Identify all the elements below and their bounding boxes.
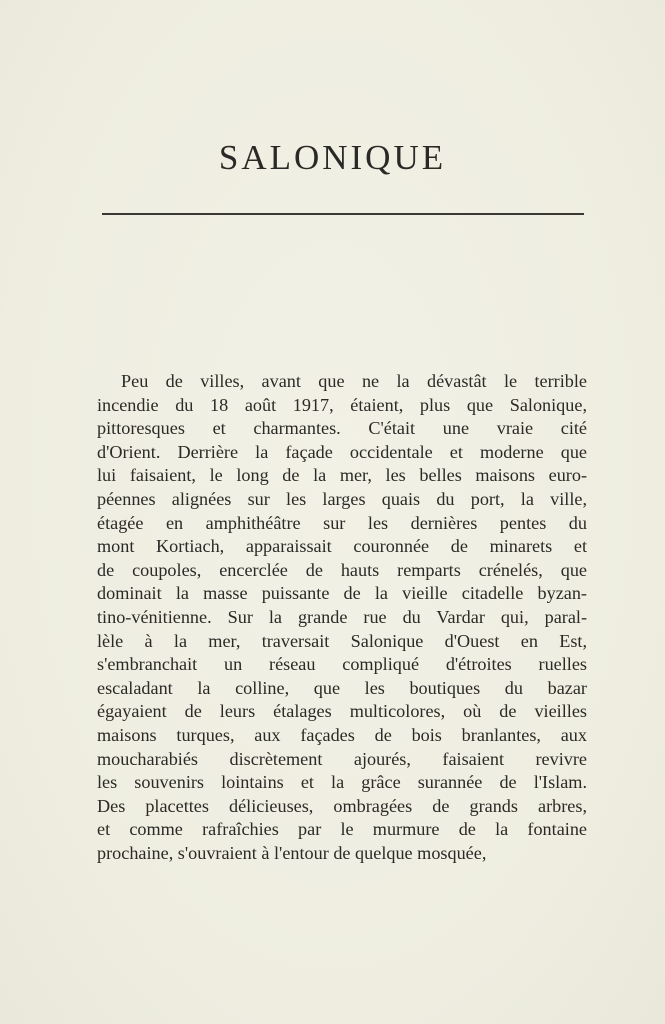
paragraph-line: incendie du 18 août 1917, étaient, plus que Salonique, [97, 394, 587, 415]
paragraph-line: de coupoles, encerclée de hauts remparts crénelés, que [97, 559, 587, 580]
paragraph-line: les souvenirs lointains et la grâce surannée de l'Islam. [97, 772, 587, 793]
title-rule [102, 213, 584, 215]
paragraph-line: moucharabiés discrètement ajourés, faisaient revivre [97, 748, 587, 769]
paragraph-line: Peu de villes, avant que ne la dévastât le terrible [121, 371, 587, 391]
paragraph-line: péennes alignées sur les larges quais du port, la ville, [97, 488, 587, 509]
paragraph-line: et comme rafraîchies par le murmure de la fontaine [97, 819, 587, 840]
paragraph-line: lèle à la mer, traversait Salonique d'Ouest en Est, [97, 630, 587, 651]
body-paragraph [97, 370, 587, 865]
paragraph-line: mont Kortiach, apparaissait couronnée de minarets et [97, 536, 587, 557]
paragraph-line: escaladant la colline, que les boutiques du bazar [97, 677, 587, 698]
paragraph-line: pittoresques et charmantes. C'était une vraie cité [97, 418, 587, 439]
page-title: SALONIQUE [218, 138, 447, 177]
paragraph-line: prochaine, s'ouvraient à l'entour de quelque mosquée, [97, 842, 487, 863]
paragraph-line: lui faisaient, le long de la mer, les belles maisons euro- [97, 465, 587, 486]
paragraph-line: égayaient de leurs étalages multicolores, où de vieilles [97, 701, 587, 722]
paragraph-line: Des placettes délicieuses, ombragées de grands arbres, [97, 795, 587, 816]
paragraph-line: maisons turques, aux façades de bois branlantes, aux [97, 724, 587, 745]
paragraph-line: tino-vénitienne. Sur la grande rue du Vardar qui, paral- [97, 606, 587, 627]
paragraph-line: dominait la masse puissante de la vieille citadelle byzan- [97, 583, 587, 604]
paragraph-line: s'embranchait un réseau compliqué d'étroites ruelles [97, 654, 587, 675]
paragraph-line: étagée en amphithéâtre sur les dernières pentes du [97, 512, 587, 533]
paragraph-line: d'Orient. Derrière la façade occidentale et moderne que [97, 441, 587, 462]
